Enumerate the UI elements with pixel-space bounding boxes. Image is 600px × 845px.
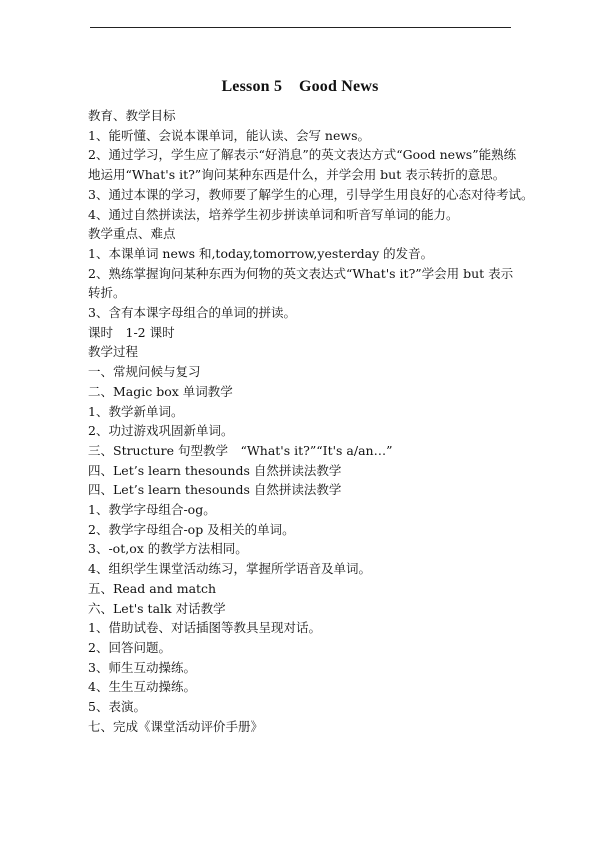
process-step: 二、Magic box 单词教学 bbox=[88, 383, 233, 399]
process-step: 六、Let's talk 对话教学 bbox=[88, 600, 226, 616]
section-heading-objectives: 教育、教学目标 bbox=[88, 108, 176, 123]
key-point-item: 3、含有本课字母组合的单词的拼读。 bbox=[88, 305, 296, 321]
key-point-item: 1、本课单词 news 和,today,tomorrow,yesterday 的发音。 bbox=[88, 245, 434, 261]
section-heading-process: 教学过程 bbox=[88, 344, 139, 360]
lesson-plan-body bbox=[88, 106, 534, 737]
section-heading-key-points: 教学重点、难点 bbox=[88, 226, 176, 242]
process-substep: 1、教学字母组合-og。 bbox=[88, 502, 216, 518]
header-rule bbox=[90, 27, 511, 28]
process-substep: 3、师生互动操练。 bbox=[88, 659, 196, 675]
process-substep: 1、教学新单词。 bbox=[88, 403, 184, 419]
process-substep: 2、功过游戏巩固新单词。 bbox=[88, 423, 234, 439]
process-step: 七、完成《课堂活动评价手册》 bbox=[88, 718, 264, 734]
process-substep: 2、教学字母组合-op 及相关的单词。 bbox=[88, 521, 295, 537]
key-point-item: 2、熟练掌握询问某种东西为何物的英文表达式“What's it?”学会用 but 表示转折。 bbox=[88, 265, 514, 301]
process-step: 五、Read and match bbox=[88, 580, 217, 596]
process-substep: 3、-ot,ox 的教学方法相同。 bbox=[88, 541, 248, 557]
process-step: 四、Let’s learn thesounds 自然拼读法教学 bbox=[88, 482, 342, 498]
process-step: 四、Let’s learn thesounds 自然拼读法教学 bbox=[88, 462, 342, 478]
objective-item: 4、通过自然拼读法，培养学生初步拼读单词和听音写单词的能力。 bbox=[88, 206, 459, 222]
process-substep: 2、回答问题。 bbox=[88, 639, 171, 655]
class-hours: 课时 1-2 课时 bbox=[88, 324, 175, 340]
process-substep: 5、表演。 bbox=[88, 699, 146, 715]
process-substep: 4、组织学生课堂活动练习，掌握所学语音及单词。 bbox=[88, 561, 371, 577]
process-substep: 4、生生互动操练。 bbox=[88, 679, 196, 695]
process-substep: 1、借助试卷、对话插图等教具呈现对话。 bbox=[88, 620, 321, 636]
process-step: 一、常规问候与复习 bbox=[88, 364, 201, 380]
process-step: 三、Structure 句型教学 “What's it?”“It's a/an…” bbox=[88, 442, 393, 458]
page-title: Lesson 5 Good News bbox=[221, 78, 379, 95]
objective-item: 2、通过学习，学生应了解表示“好消息”的英文表达方式“Good news”能熟练地运用“What's it?”询问某种东西是什么，并学会用 but 表示转折的意思。 bbox=[88, 147, 517, 183]
objective-item: 3、通过本课的学习，教师要了解学生的心理，引导学生用良好的心态对待考试。 bbox=[88, 186, 534, 202]
objective-item: 1、能听懂、会说本课单词，能认读、会写 news。 bbox=[88, 127, 370, 143]
